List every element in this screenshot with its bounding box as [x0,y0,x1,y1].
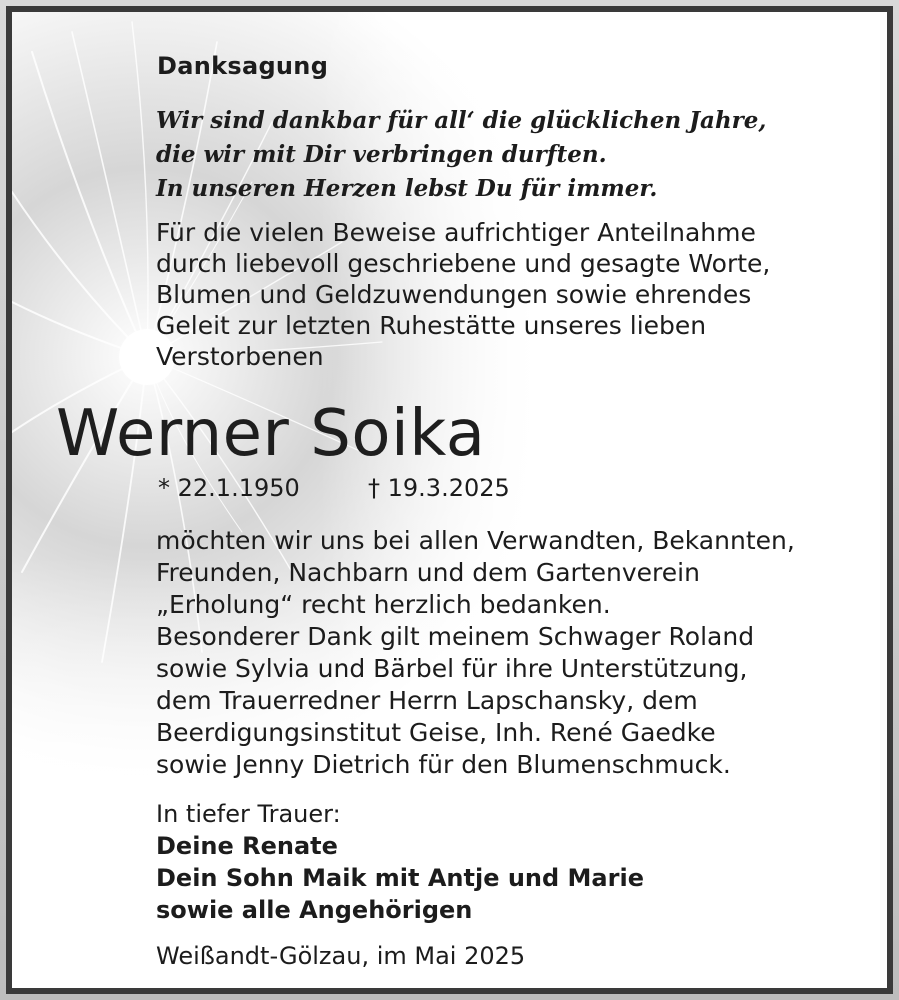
intro-line: Verstorbenen [156,342,324,371]
thanks-line: „Erholung“ recht herzlich bedanken. [156,590,611,619]
intro-line: Geleit zur letzten Ruhestätte unseres lieben [156,311,707,340]
thanks-line: Besonderer Dank gilt meinem Schwager Roland [156,622,755,651]
notice-content [12,12,893,994]
death-date: † 19.3.2025 [368,474,510,502]
poem-line: In unseren Herzen lebst Du für immer. [156,175,658,202]
thanks-line: sowie Jenny Dietrich für den Blumenschmuck. [156,750,731,779]
notice-heading: Danksagung [157,52,329,80]
poem [156,104,766,206]
intro-line: durch liebevoll geschriebene und gesagte Worte, [156,249,771,278]
thanks-line: Freunden, Nachbarn und dem Gartenverein [156,558,700,587]
poem-line: die wir mit Dir verbringen durften. [156,141,607,168]
signatory: Dein Sohn Maik mit Antje und Marie [156,864,644,892]
birth-date: * 22.1.1950 [158,474,300,502]
thanks-line: sowie Sylvia und Bärbel für ihre Unterstützung, [156,654,748,683]
thanks-line: möchten wir uns bei allen Verwandten, Bekannten, [156,526,795,555]
mourning-label: In tiefer Trauer: [156,800,341,828]
obituary-notice [6,6,893,994]
intro-line: Für die vielen Beweise aufrichtiger Anteilnahme [156,218,756,247]
poem-line: Wir sind dankbar für all‘ die glücklichen Jahre, [156,107,767,134]
thanks-line: Beerdigungsinstitut Geise, Inh. René Gaedke [156,718,716,747]
intro-text [156,217,770,372]
thanks-line: dem Trauerredner Herrn Lapschansky, dem [156,686,698,715]
thanks-text [156,525,795,781]
signatory: sowie alle Angehörigen [156,896,473,924]
signature-block [156,798,644,926]
signatory: Deine Renate [156,832,338,860]
intro-line: Blumen und Geldzuwendungen sowie ehrendes [156,280,752,309]
deceased-name: Werner Soika [56,397,486,471]
place-date: Weißandt-Gölzau, im Mai 2025 [156,942,526,970]
